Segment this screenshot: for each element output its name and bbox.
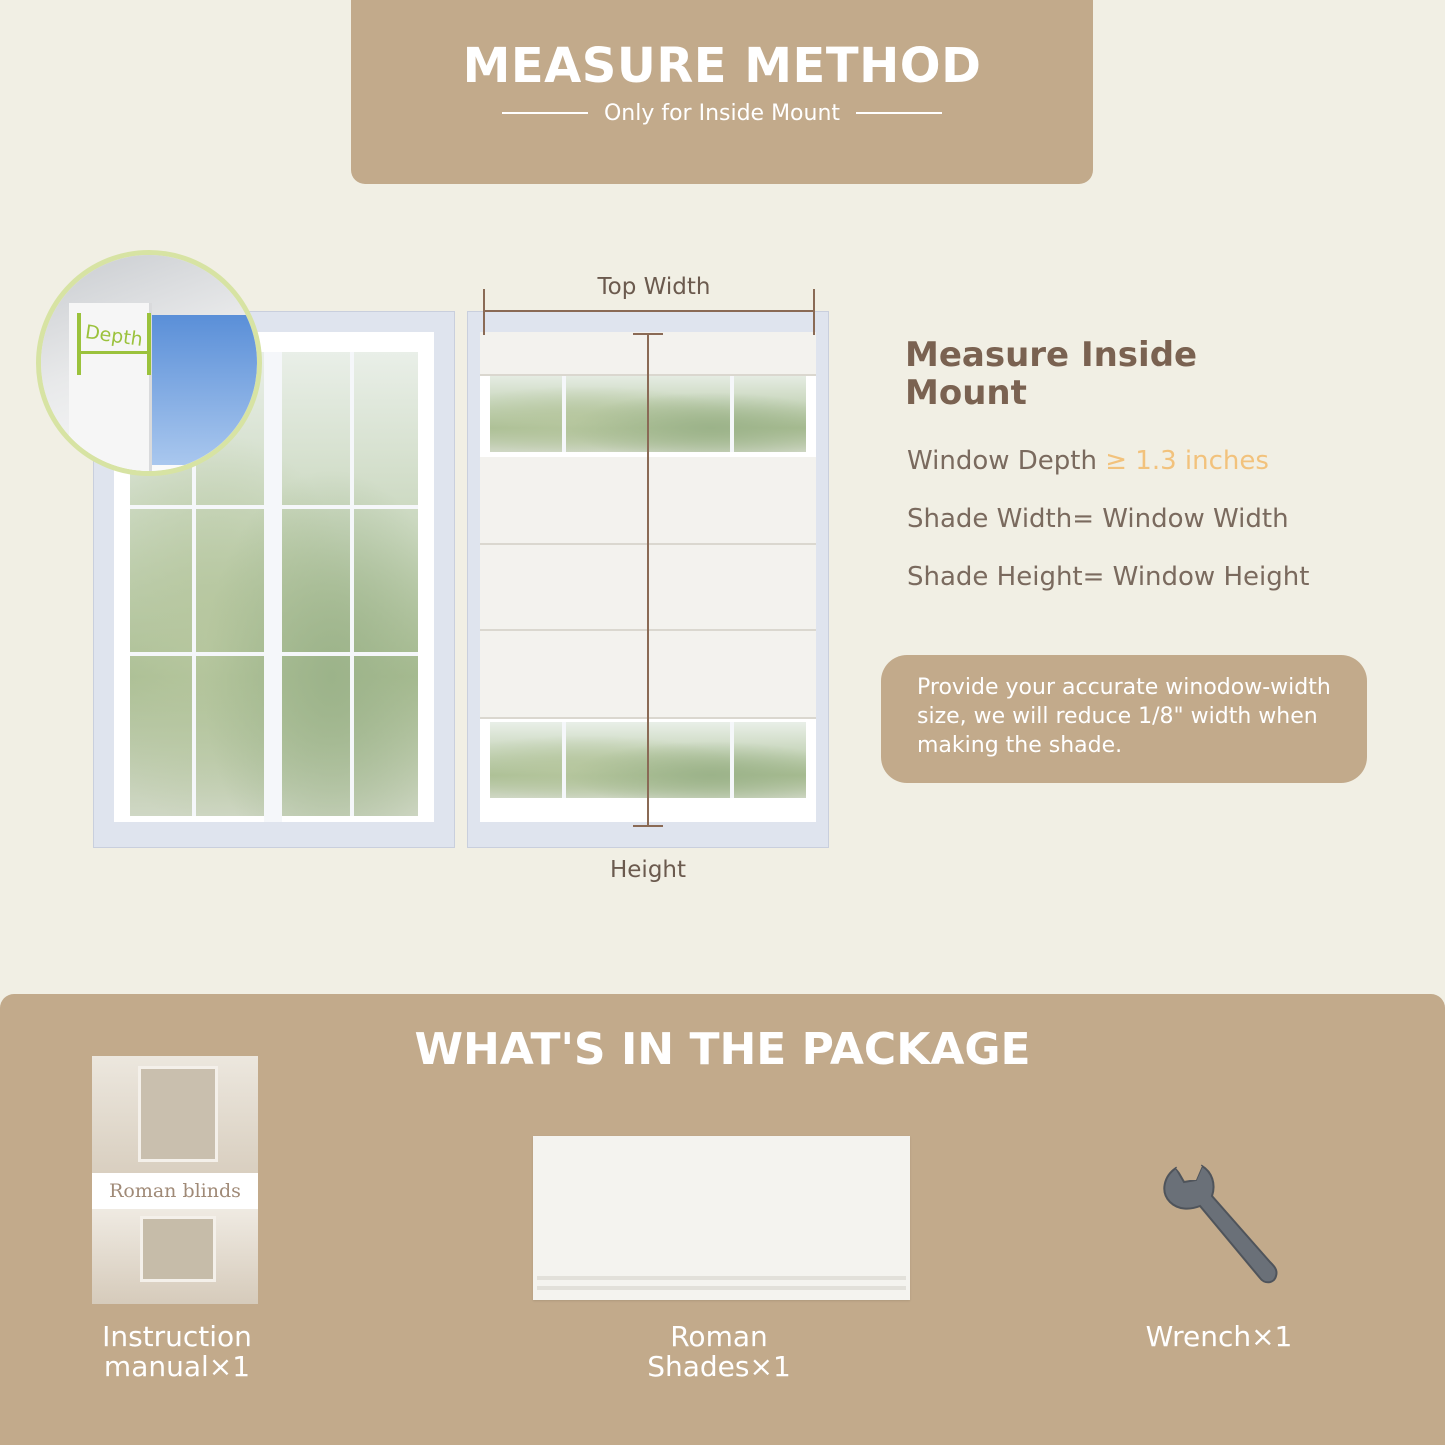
info-title: Measure Inside Mount [905,335,1198,413]
height-dimension-line [647,333,649,827]
shade-fold-line [537,1286,906,1290]
muntin [350,352,354,816]
muntin [730,722,734,798]
muntin [130,505,418,509]
shade-fold-line [537,1276,906,1280]
depth-marker-line [77,351,151,354]
roman-shades-label: Roman Shades×1 [647,1320,791,1383]
window-left-center-frame [264,352,282,822]
instruction-manual-label: Instruction manual×1 [102,1320,252,1383]
depth-marker-left [77,313,81,375]
instruction-manual-image [92,1056,258,1304]
page-subtitle: Only for Inside Mount [603,100,841,126]
width-dimension-line [483,310,815,312]
wrench-label: Wrench×1 [1145,1320,1293,1353]
depth-label: Depth [83,321,145,351]
depth-rule [907,446,1269,476]
depth-marker-right [147,313,151,375]
inset-sky [151,315,261,465]
manual-window-2 [140,1216,216,1282]
depth-rule-text: Window Depth [907,446,1106,476]
roman-shade-image [533,1136,910,1300]
top-width-label: Top Width [597,274,711,300]
left-divider [502,112,588,114]
muntin [562,722,566,798]
manual-window [138,1066,218,1162]
note-card [881,655,1367,783]
depth-detail-inset [36,250,262,476]
subtitle-row [351,98,1093,128]
header-card [351,0,1093,184]
height-label: Height [609,857,687,883]
height-tick-bottom [633,825,663,827]
page-title: MEASURE METHOD [462,38,982,94]
width-rule: Shade Width= Window Width [907,504,1289,534]
note-text: Provide your accurate winodow-width size, we will reduce 1/8" width when making the shade. [917,675,1331,758]
muntin [562,372,566,452]
right-divider [856,112,942,114]
package-section [0,994,1445,1445]
package-title: WHAT'S IN THE PACKAGE [414,1024,1031,1075]
depth-rule-value: ≥ 1.3 inches [1105,446,1269,476]
manual-cover-label: Roman blinds [92,1173,258,1209]
muntin [730,372,734,452]
muntin [130,652,418,656]
height-rule: Shade Height= Window Height [907,562,1310,592]
wrench-icon [1156,1160,1280,1288]
